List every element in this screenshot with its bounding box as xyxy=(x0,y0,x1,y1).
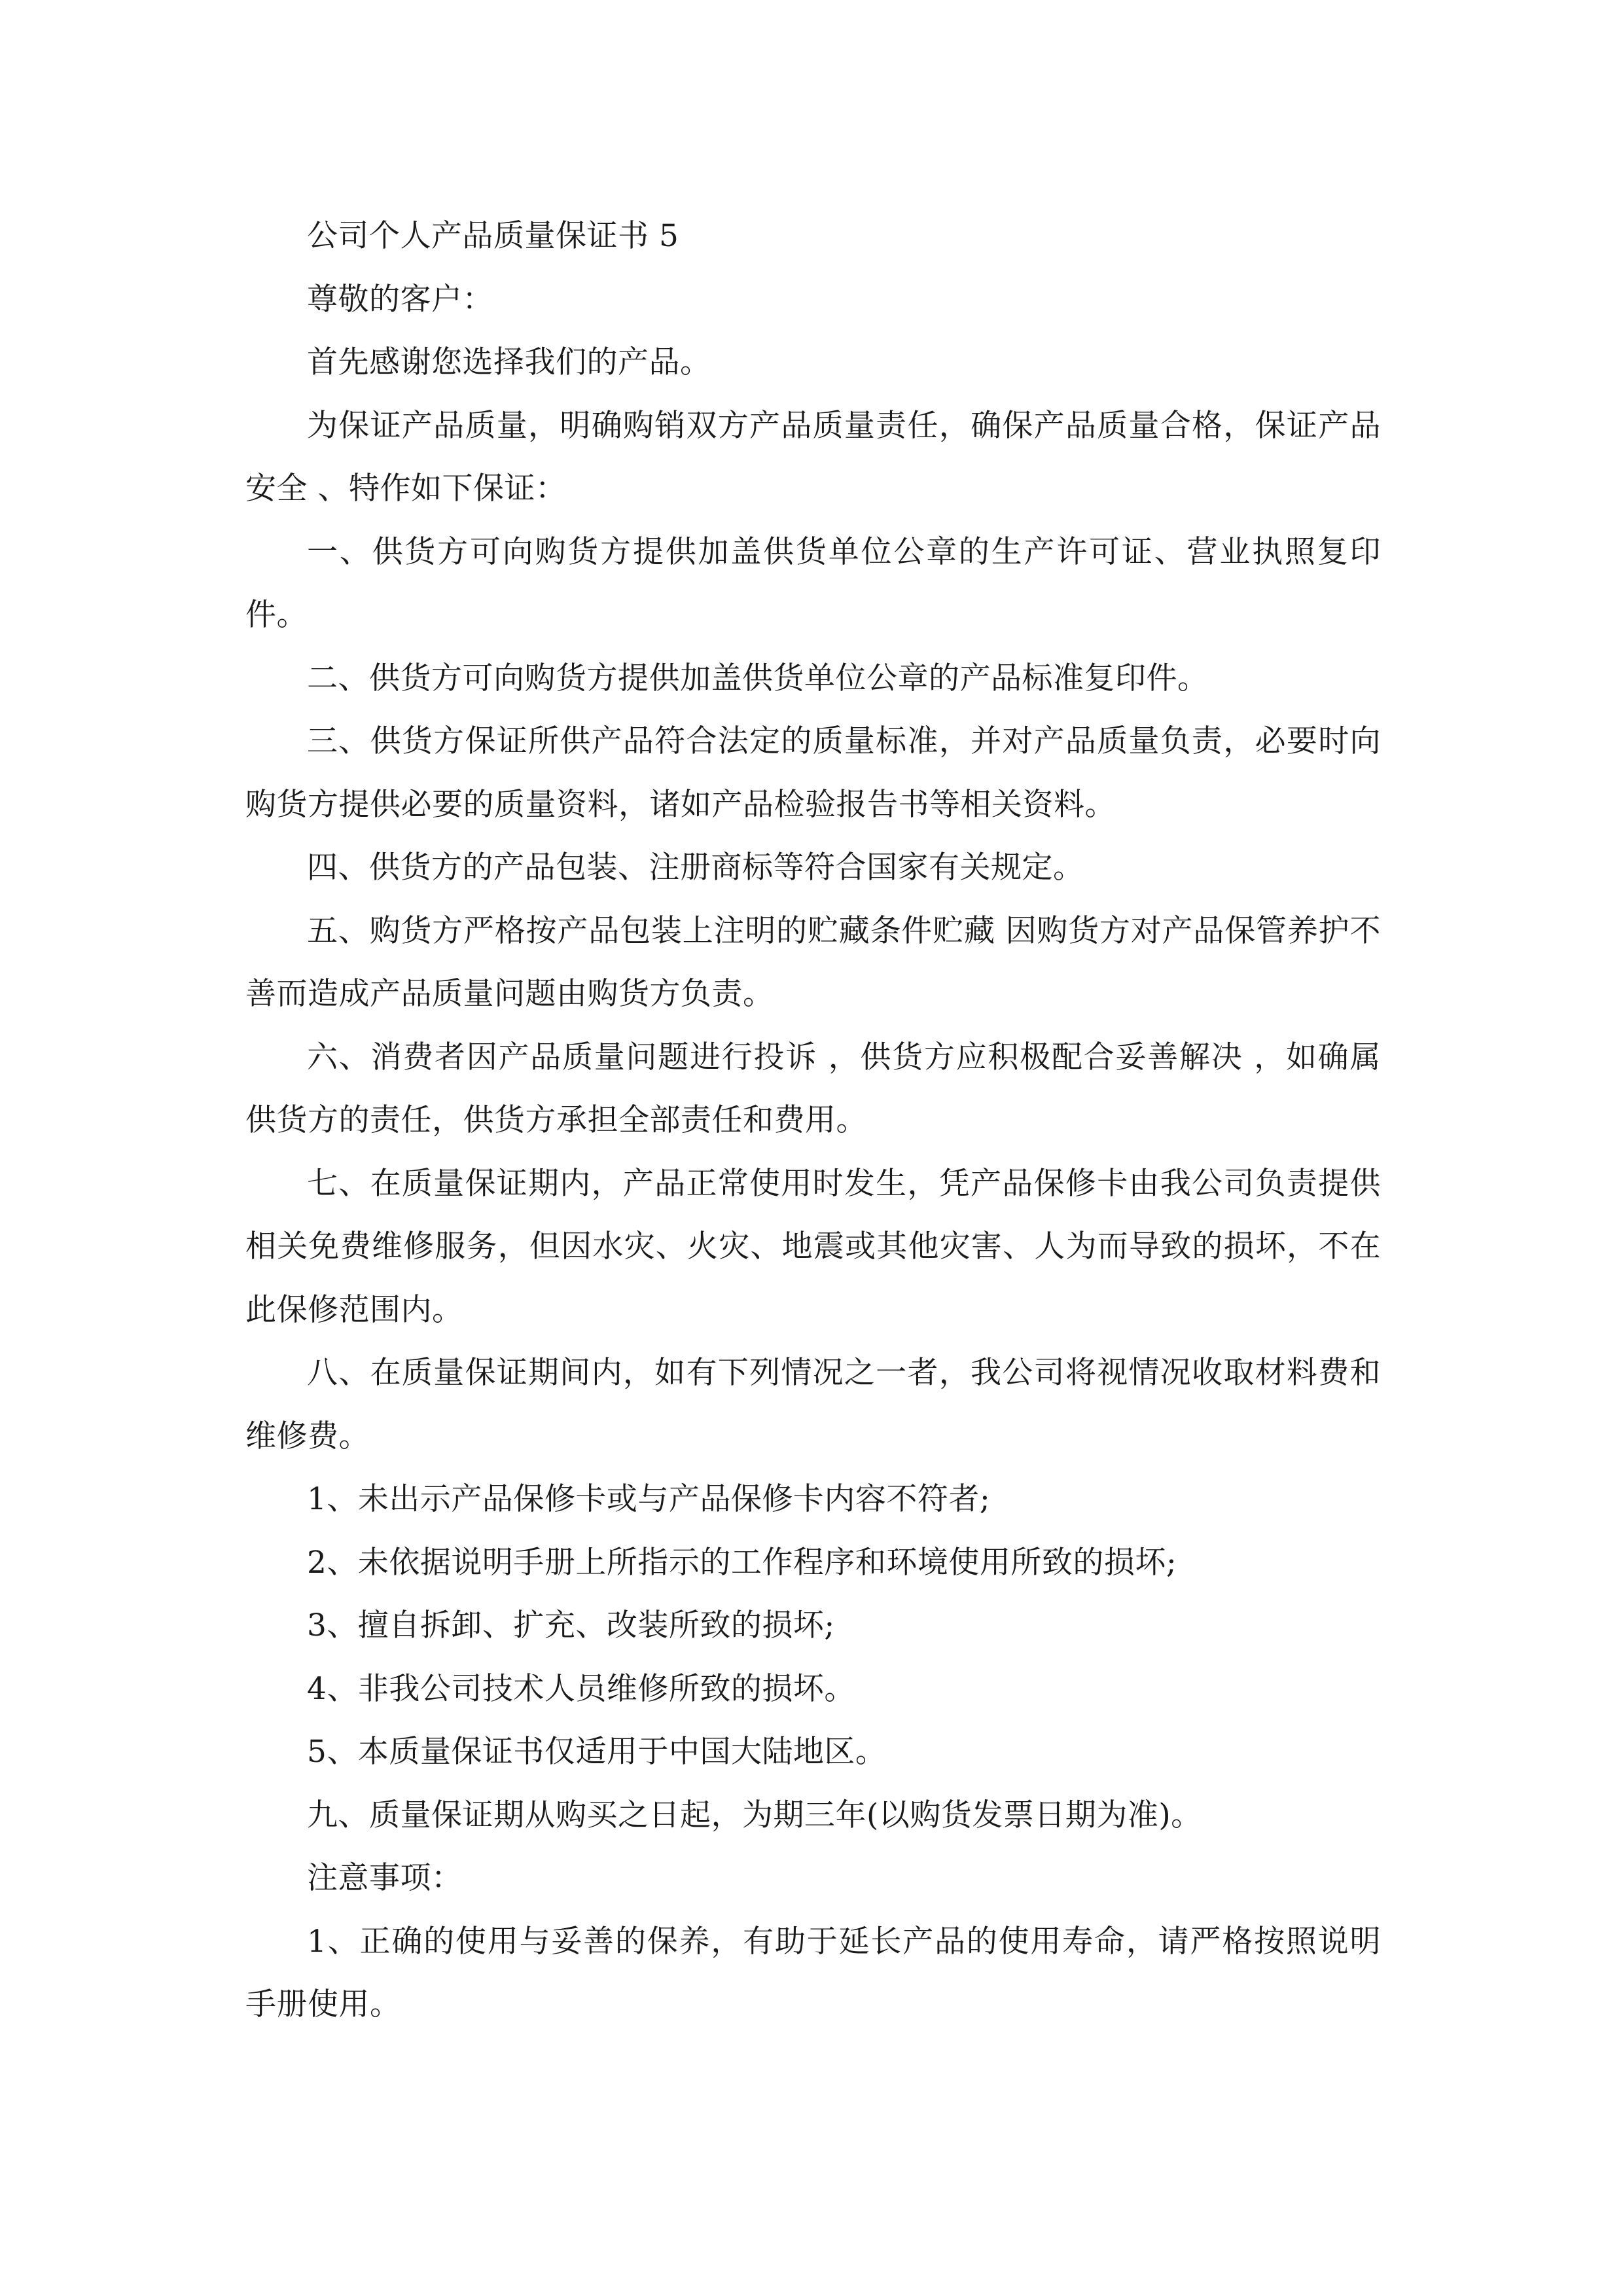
clause-8: 八、在质量保证期间内，如有下列情况之一者，我公司将视情况收取材料费和维修费。 xyxy=(245,1355,1381,1454)
clause-9: 九、质量保证期从购买之日起，为期三年(以购货发票日期为准)。 xyxy=(307,1797,1202,1833)
paragraph-intro: 首先感谢您选择我们的产品。 xyxy=(307,344,711,380)
clause-8-item-5: 5、本质量保证书仅适用于中国大陆地区。 xyxy=(307,1734,887,1770)
clause-6: 六、消费者因产品质量问题进行投诉 ，供货方应积极配合妥善解决 ，如确属供货方的责任，供货方承担全部责任和费用。 xyxy=(245,1039,1381,1138)
clause-7: 七、在质量保证期内，产品正常使用时发生，凭产品保修卡由我公司负责提供相关免费维修服务，但因水灾、火灾、地震或其他灾害、人为而导致的损坏，不在此保修范围内。 xyxy=(245,1165,1381,1328)
clause-5: 五、购货方严格按产品包装上注明的贮藏条件贮藏 因购货方对产品保管养护不善而造成产品质量问题由购货方负责。 xyxy=(245,912,1381,1012)
clause-4: 四、供货方的产品包装、注册商标等符合国家有关规定。 xyxy=(307,850,1084,886)
clause-1: 一、供货方可向购货方提供加盖供货单位公章的生产许可证、营业执照复印件。 xyxy=(245,533,1381,633)
clause-8-item-3: 3、擅自拆卸、扩充、改装所致的损坏; xyxy=(307,1607,835,1643)
clause-8-item-1: 1、未出示产品保修卡或与产品保修卡内容不符者; xyxy=(307,1481,991,1517)
salutation: 尊敬的客户： xyxy=(307,281,493,317)
document-body xyxy=(245,205,1381,2037)
clause-8-item-4: 4、非我公司技术人员维修所致的损坏。 xyxy=(307,1670,855,1707)
clause-8-item-2: 2、未依据说明手册上所指示的工作程序和环境使用所致的损坏; xyxy=(307,1544,1177,1581)
paragraph-purpose: 为保证产品质量，明确购销双方产品质量责任，确保产品质量合格，保证产品安全 、特作如下保证： xyxy=(245,407,1381,507)
document-title: 公司个人产品质量保证书 5 xyxy=(307,218,679,254)
clause-3: 三、供货方保证所供产品符合法定的质量标准，并对产品质量负责，必要时向购货方提供必要的质量资料，诸如产品检验报告书等相关资料。 xyxy=(245,723,1381,823)
note-item-1: 1、正确的使用与妥善的保养，有助于延长产品的使用寿命，请严格按照说明手册使用。 xyxy=(245,1923,1381,2022)
clause-2: 二、供货方可向购货方提供加盖供货单位公章的产品标准复印件。 xyxy=(307,660,1209,696)
notes-heading: 注意事项： xyxy=(307,1860,463,1896)
